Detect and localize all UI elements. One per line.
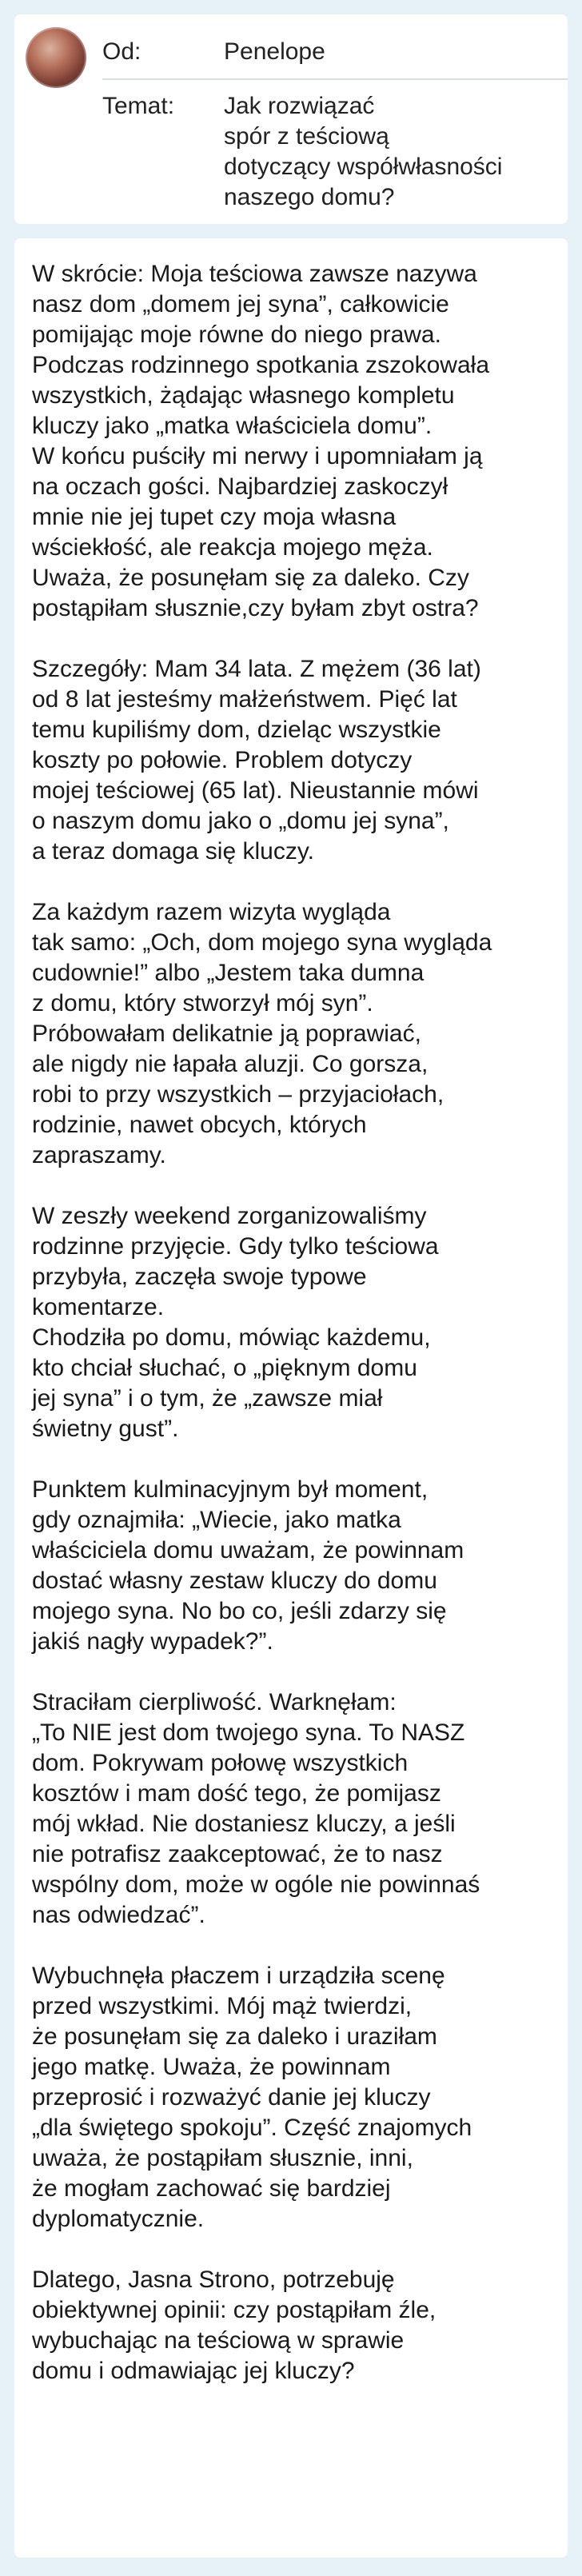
from-row [102, 37, 552, 67]
body-paragraph: Straciłam cierpliwość. Warknęłam: „To NIE jest dom twojego syna. To NASZ dom. Pokrywam połowę wszystkich kosztów i mam dość tego, że pomijasz mój wkład. Nie dostaniesz kluczy, a jeśli nie potrafisz zaakceptować, że to nasz wspólny dom, może w ogóle nie powinnaś nas odwiedzać”. [32, 1689, 480, 1928]
sender-name[interactable]: Penelope [224, 38, 325, 65]
subject-text: Jak rozwiązać spór z teściową dotyczący współwłasności naszego domu? [224, 93, 503, 210]
email-body [14, 238, 568, 2558]
body-paragraph: Wybuchnęła płaczem i urządziła scenę przed wszystkimi. Mój mąż twierdzi, że posunęłam się za daleko i uraziłam jego matkę. Uważa, że powinnam przeprosić i rozważyć danie jej kluczy „dla świętego spokoju”. Część znajomych uważa, że postąpiłam słusznie, inni, że mogłam zachować się bardziej dyplomatycznie. [32, 1963, 472, 2232]
body-paragraph: Punktem kulminacyjnym był moment, gdy oznajmiła: „Wiecie, jako matka właściciela domu uważam, że powinnam dostać własny zestaw kluczy do domu mojego syna. No bo co, jeśli zdarzy się jakiś nagły wypadek?”. [32, 1476, 464, 1655]
body-paragraph: Za każdym razem wizyta wygląda tak samo: „Och, dom mojego syna wygląda cudownie!” albo „Jestem taka dumna z domu, który stworzył mój syn”. Próbowałam delikatnie ją poprawiać, ale nigdy nie łapała aluzji. Co gorsza, robi to przy wszystkich – przyjaciołach, rodzinie, nawet obcych, których zapraszamy. [32, 899, 492, 1168]
avatar[interactable] [26, 27, 86, 88]
subject-label: Temat: [102, 93, 175, 119]
header-divider [102, 78, 568, 80]
subject-row [102, 91, 552, 213]
body-paragraph: W skrócie: Moja teściowa zawsze nazywa nasz dom „domem jej syna”, całkowicie pomijając moje równe do niego prawa. Podczas rodzinnego spotkania zszokowała wszystkich, żądając własnego kompletu kluczy jako „matka właściciela domu”. W końcu puściły mi nerwy i upomniałam ją na oczach gości. Najbardziej zaskoczył mnie nie jej tupet czy moja własna wściekłość, ale reakcja mojego męża. Uważa, że posunęłam się za daleko. Czy postąpiłam słusznie,czy byłam zbyt ostra? [32, 261, 490, 621]
from-label: Od: [102, 38, 142, 65]
body-paragraph: Szczegóły: Mam 34 lata. Z mężem (36 lat) od 8 lat jesteśmy małżeństwem. Pięć lat temu kupiliśmy dom, dzieląc wszystkie koszty po połowie. Problem dotyczy mojej teściowej (65 lat). Nieustannie mówi o naszym domu jako o „domu jej syna”, a teraz domaga się kluczy. [32, 656, 481, 865]
body-paragraph: W zeszły weekend zorganizowaliśmy rodzinne przyjęcie. Gdy tylko teściowa przybyła, zaczęła swoje typowe komentarze. Chodziła po domu, mówiąc każdemu, kto chciał słuchać, o „pięknym domu jej syna” i o tym, że „zawsze miał świetny gust”. [32, 1203, 439, 1442]
email-header [14, 14, 568, 224]
body-paragraph: Dlatego, Jasna Strono, potrzebuję obiektywnej opinii: czy postąpiłam źle, wybuchając na teściową w sprawie domu i odmawiając jej kluczy? [32, 2266, 436, 2384]
